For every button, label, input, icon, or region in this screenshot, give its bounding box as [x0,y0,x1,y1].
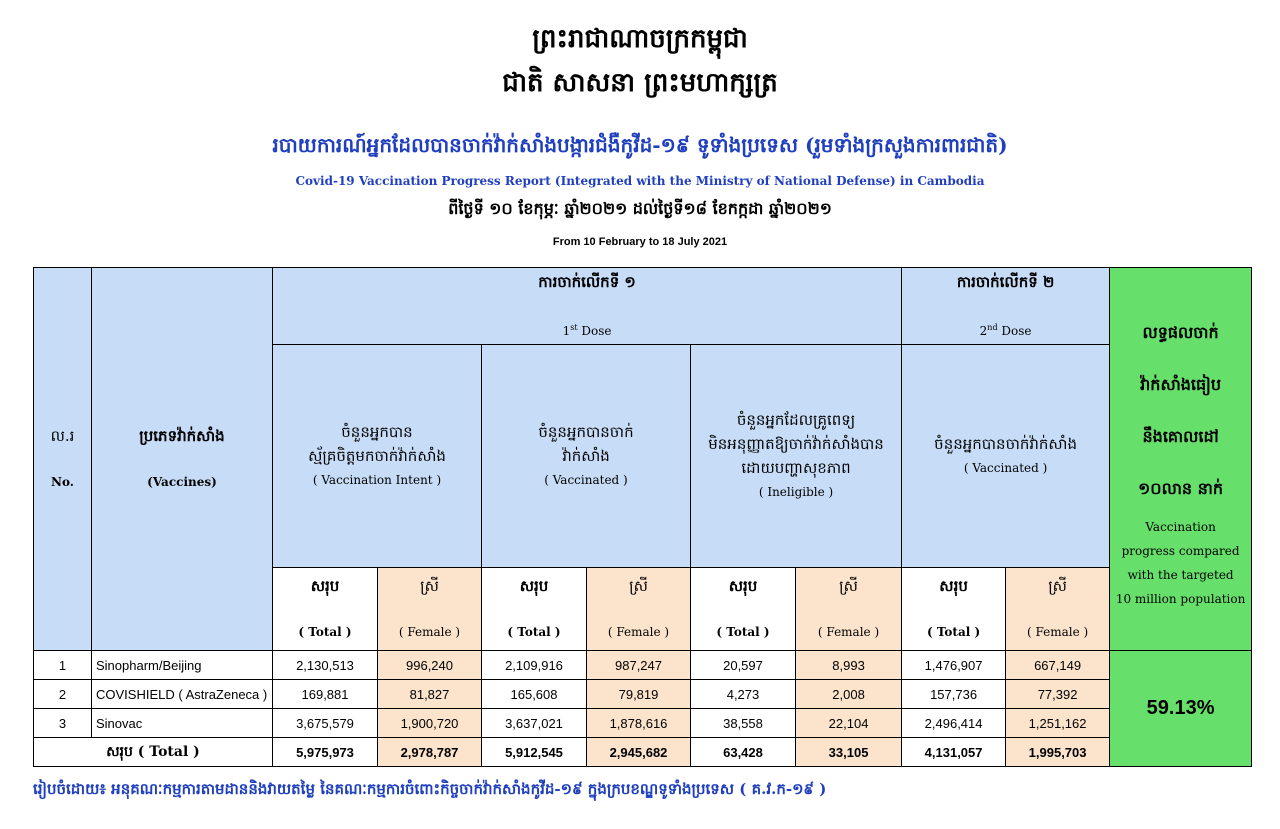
cell: 81,827 [378,680,482,709]
total-subheader: សរុប ( Total ) [902,568,1006,651]
cell: 38,558 [691,709,796,738]
vaccinated2-header: ចំនួនអ្នកបានចាក់វ៉ាក់សាំង ( Vaccinated ) [902,345,1110,568]
progress-percent: 59.13% [1110,651,1252,767]
cell: 3,675,579 [273,709,378,738]
vaccination-table [33,267,1252,767]
cell: 4,131,057 [902,738,1006,767]
cell: 2,945,682 [587,738,691,767]
footer-note: រៀបចំដោយ៖ អនុគណៈកម្មការតាមដាននិងវាយតម្លៃ នៃគណៈកម្មការចំពោះកិច្ចចាក់វ៉ាក់សាំងកូវីដ-១៩ ក្នុងក្របខណ្ឌទូទាំងប្រទេស ( គ.វ.ក-១៩ ) [33,780,827,798]
period-km: ពីថ្ងៃទី ១០ ខែកុម្ភៈ ឆ្នាំ២០២១ ដល់ថ្ងៃទី១៨ ខែកក្កដា ឆ្នាំ២០២១ [448,199,832,218]
col-no-header: ល.រ No. [34,268,92,651]
row-vaccine: Sinopharm/Beijing [92,651,273,680]
cell: 996,240 [378,651,482,680]
cell: 2,496,414 [902,709,1006,738]
cell: 157,736 [902,680,1006,709]
table-row [34,680,1252,709]
row-no: 1 [34,651,92,680]
cell: 1,251,162 [1006,709,1110,738]
female-subheader: ស្រី ( Female ) [587,568,691,651]
ineligible-header: ចំនួនអ្នកដែលគ្រូពេទ្យ មិនអនុញ្ញាតឱ្យចាក់វ៉ាក់សាំងបាន ដោយបញ្ហាសុខភាព ( Ineligible ) [691,345,902,568]
period-en: From 10 February to 18 July 2021 [552,236,728,248]
cell: 20,597 [691,651,796,680]
intent-header: ចំនួនអ្នកបាន ស្ម័គ្រចិត្តមកចាក់វ៉ាក់សាំង ( Vaccination Intent ) [273,345,482,568]
cell: 165,608 [482,680,587,709]
cell: 1,900,720 [378,709,482,738]
report-title-km: របាយការណ៍អ្នកដែលបានចាក់វ៉ាក់សាំងបង្ការជំងឺកូវីដ-១៩ ទូទាំងប្រទេស (រួមទាំងក្រសួងការពារជាតិ) [272,133,1008,157]
motto: ជាតិ សាសនា ព្រះមហាក្សត្រ [502,68,778,98]
table-row [34,709,1252,738]
cell: 2,109,916 [482,651,587,680]
cell: 8,993 [796,651,902,680]
cell: 987,247 [587,651,691,680]
total-row-label: សរុប ( Total ) [34,738,273,767]
female-subheader: ស្រី ( Female ) [796,568,902,651]
cell: 667,149 [1006,651,1110,680]
col-vaccine-header: ប្រភេទវ៉ាក់សាំង (Vaccines) [92,268,273,651]
cell: 4,273 [691,680,796,709]
cell: 77,392 [1006,680,1110,709]
cell: 2,130,513 [273,651,378,680]
cell: 2,978,787 [378,738,482,767]
row-vaccine: Sinovac [92,709,273,738]
vaccinated-header: ចំនួនអ្នកបានចាក់ វ៉ាក់សាំង ( Vaccinated ) [482,345,691,568]
cell: 33,105 [796,738,902,767]
cell: 1,878,616 [587,709,691,738]
row-no: 3 [34,709,92,738]
female-subheader: ស្រី ( Female ) [1006,568,1110,651]
dose1-header: ការចាក់លើកទី ១ 1st Dose [273,268,902,345]
total-subheader: សរុប ( Total ) [273,568,378,651]
kingdom-title: ព្រះរាជាណាចក្រកម្ពុជា [532,24,748,54]
cell: 3,637,021 [482,709,587,738]
cell: 1,995,703 [1006,738,1110,767]
cell: 5,912,545 [482,738,587,767]
female-subheader: ស្រី ( Female ) [378,568,482,651]
total-subheader: សរុប ( Total ) [691,568,796,651]
report-title-en: Covid-19 Vaccination Progress Report (Integrated with the Ministry of National Defense) in Cambodia [295,174,985,188]
total-row [34,738,1252,767]
cell: 169,881 [273,680,378,709]
total-subheader: សរុប ( Total ) [482,568,587,651]
cell: 63,428 [691,738,796,767]
cell: 2,008 [796,680,902,709]
progress-header: លទ្ធផលចាក់ វ៉ាក់សាំងធៀប នឹងគោលដៅ ១០លាន នាក់ Vaccination progress compared with the targeted 10 million population [1110,268,1252,651]
cell: 5,975,973 [273,738,378,767]
dose2-header: ការចាក់លើកទី ២ 2nd Dose [902,268,1110,345]
cell: 79,819 [587,680,691,709]
table-row [34,651,1252,680]
cell: 22,104 [796,709,902,738]
row-vaccine: COVISHIELD ( AstraZeneca ) [92,680,273,709]
cell: 1,476,907 [902,651,1006,680]
row-no: 2 [34,680,92,709]
